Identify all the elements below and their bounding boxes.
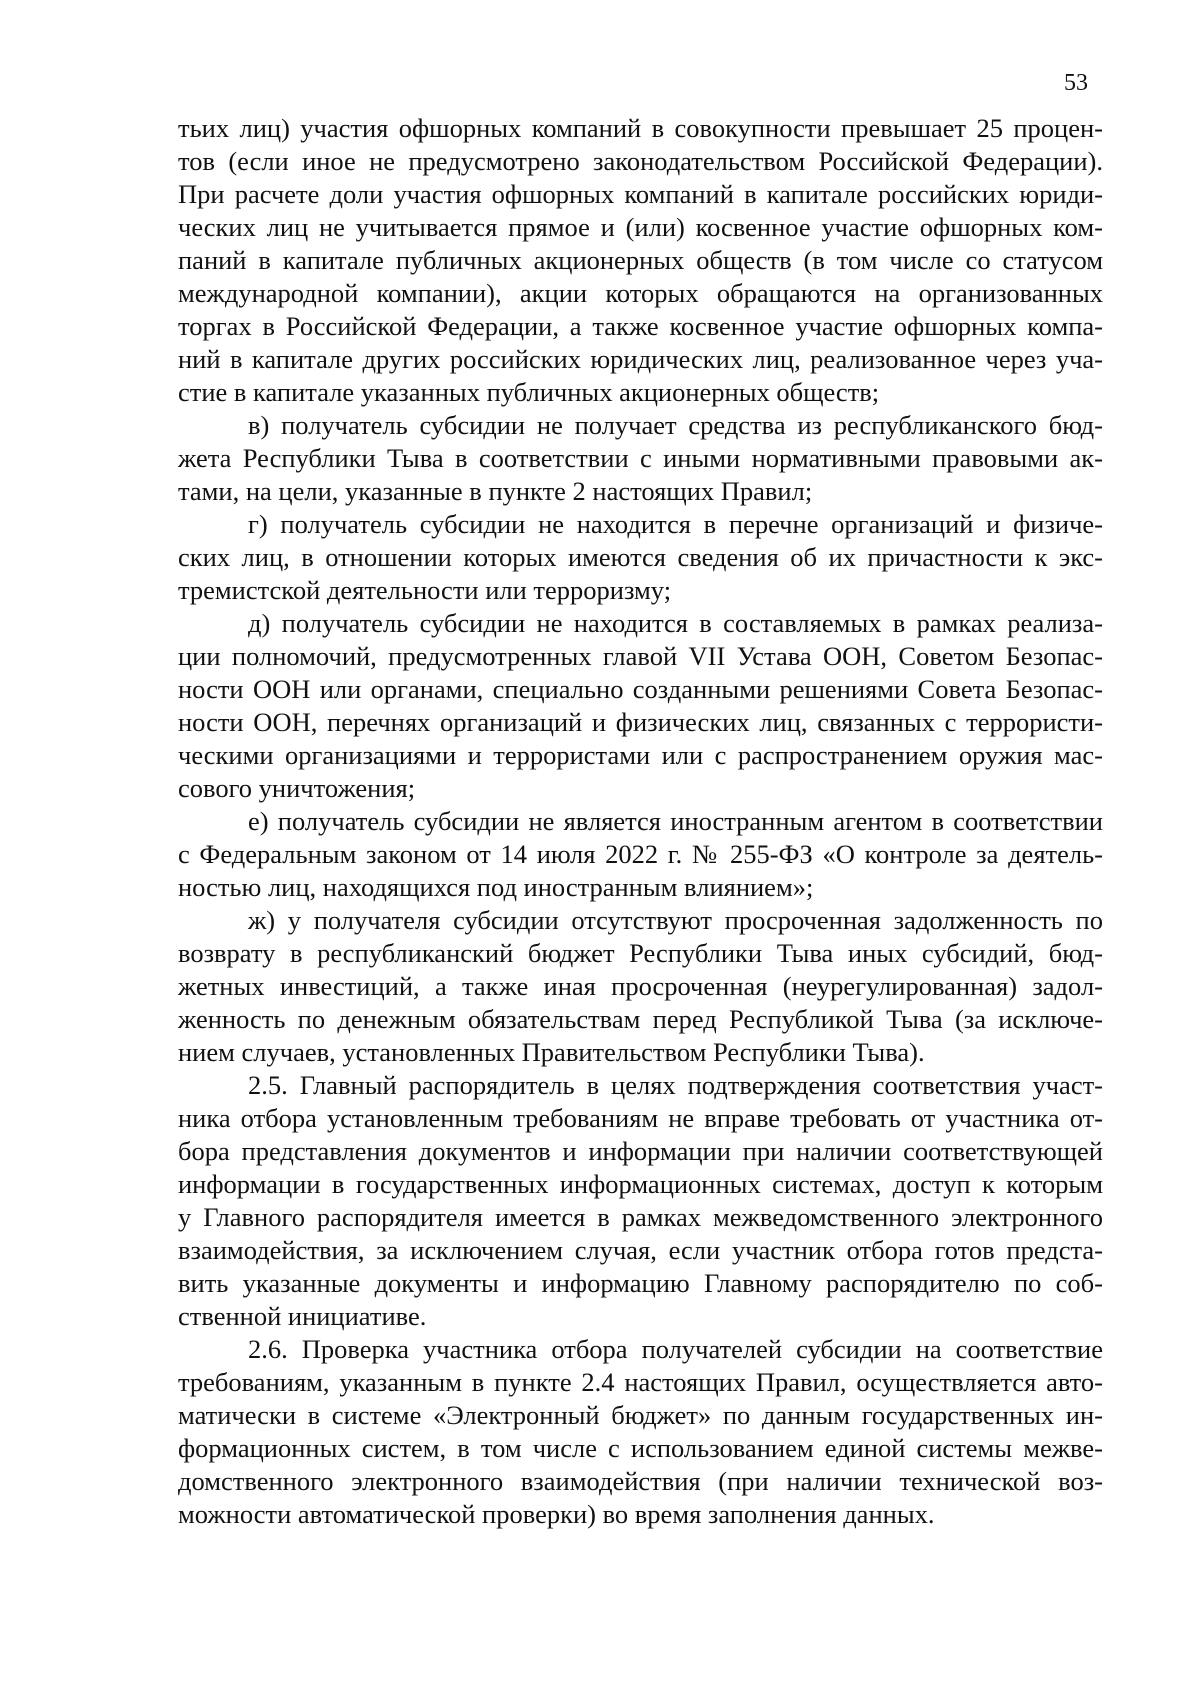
text-line: ностью лиц, находящихся под иностранным влиянием»;	[178, 872, 814, 902]
text-line: сового уничтожения;	[178, 773, 416, 803]
text-line: ственной инициативе.	[178, 1301, 427, 1331]
text-line: женность по денежным обязательствам перед Республикой Тыва (за исключе-	[178, 1004, 1103, 1034]
paragraph-item-e	[178, 805, 1103, 904]
paragraph-item-g	[178, 508, 1103, 607]
text-line: ности ООН, перечнях организаций и физических лиц, связанных с террористи-	[178, 707, 1103, 737]
text-line: жета Республики Тыва в соответствии с иными нормативными правовыми ак-	[178, 443, 1103, 473]
text-line: жетных инвестиций, а также иная просроченная (неурегулированная) задол-	[178, 971, 1103, 1001]
text-line: возврату в республиканский бюджет Республики Тыва иных субсидий, бюд-	[178, 938, 1103, 968]
text-line: ских лиц, в отношении которых имеются сведения об их причастности к экс-	[178, 542, 1103, 572]
paragraph-continuation	[178, 112, 1103, 409]
text-line: д) получатель субсидии не находится в составляемых в рамках реализа-	[248, 608, 1103, 638]
text-line: формационных систем, в том числе с использованием единой системы межве-	[178, 1433, 1103, 1463]
paragraph-item-v	[178, 409, 1103, 508]
text-line: требованиям, указанным в пункте 2.4 настоящих Правил, осуществляется авто-	[178, 1367, 1103, 1397]
text-line: информации в государственных информационных системах, доступ к которым	[178, 1169, 1103, 1199]
text-line: г) получатель субсидии не находится в перечне организаций и физиче-	[248, 509, 1103, 539]
text-line: ности ООН или органами, специально созданными решениями Совета Безопас-	[178, 674, 1103, 704]
text-line: тремистской деятельности или терроризму;	[178, 575, 672, 605]
text-line: ж) у получателя субсидии отсутствуют просроченная задолженность по	[248, 905, 1103, 935]
text-line: международной компании), акции которых обращаются на организованных	[178, 278, 1103, 308]
text-line: матически в системе «Электронный бюджет» по данным государственных ин-	[178, 1400, 1103, 1430]
text-line: ции полномочий, предусмотренных главой VII Устава ООН, Советом Безопас-	[178, 641, 1103, 671]
text-line: тов (если иное не предусмотрено законодательством Российской Федерации).	[178, 146, 1103, 176]
text-line: можности автоматической проверки) во время заполнения данных.	[178, 1499, 935, 1529]
text-line: 2.5. Главный распорядитель в целях подтверждения соответствия участ-	[248, 1070, 1103, 1100]
text-line: у Главного распорядителя имеется в рамках межведомственного электронного	[178, 1202, 1103, 1232]
paragraph-item-2-6	[178, 1333, 1103, 1531]
text-line: вить указанные документы и информацию Главному распорядителю по соб-	[178, 1268, 1103, 1298]
paragraph-item-zh	[178, 904, 1103, 1069]
text-line: тами, на цели, указанные в пункте 2 настоящих Правил;	[178, 476, 813, 506]
text-line: бора представления документов и информации при наличии соответствующей	[178, 1136, 1103, 1166]
text-line: домственного электронного взаимодействия (при наличии технической воз-	[178, 1466, 1103, 1496]
text-line: паний в капитале публичных акционерных обществ (в том числе со статусом	[178, 245, 1103, 275]
text-line: взаимодействия, за исключением случая, если участник отбора готов предста-	[178, 1235, 1103, 1265]
text-line: При расчете доли участия офшорных компаний в капитале российских юриди-	[178, 179, 1103, 209]
text-line: нием случаев, установленных Правительством Республики Тыва).	[178, 1037, 925, 1067]
text-line: в) получатель субсидии не получает средства из республиканского бюд-	[248, 410, 1103, 440]
text-line: торгах в Российской Федерации, а также косвенное участие офшорных компа-	[178, 311, 1103, 341]
text-line: ника отбора установленным требованиям не вправе требовать от участника от-	[178, 1103, 1103, 1133]
page-number: 53	[1064, 70, 1088, 96]
text-line: 2.6. Проверка участника отбора получателей субсидии на соответствие	[248, 1334, 1103, 1364]
document-body	[178, 112, 1103, 1531]
text-line: ческими организациями и террористами или с распространением оружия мас-	[178, 740, 1103, 770]
paragraph-item-2-5	[178, 1069, 1103, 1333]
paragraph-item-d	[178, 607, 1103, 805]
text-line: тьих лиц) участия офшорных компаний в совокупности превышает 25 процен-	[178, 113, 1103, 143]
text-line: стие в капитале указанных публичных акционерных обществ;	[178, 377, 880, 407]
text-line: с Федеральным законом от 14 июля 2022 г. № 255-ФЗ «О контроле за деятель-	[178, 839, 1103, 869]
text-line: ческих лиц не учитывается прямое и (или) косвенное участие офшорных ком-	[178, 212, 1103, 242]
text-line: е) получатель субсидии не является иностранным агентом в соответствии	[248, 806, 1103, 836]
text-line: ний в капитале других российских юридических лиц, реализованное через уча-	[178, 344, 1103, 374]
